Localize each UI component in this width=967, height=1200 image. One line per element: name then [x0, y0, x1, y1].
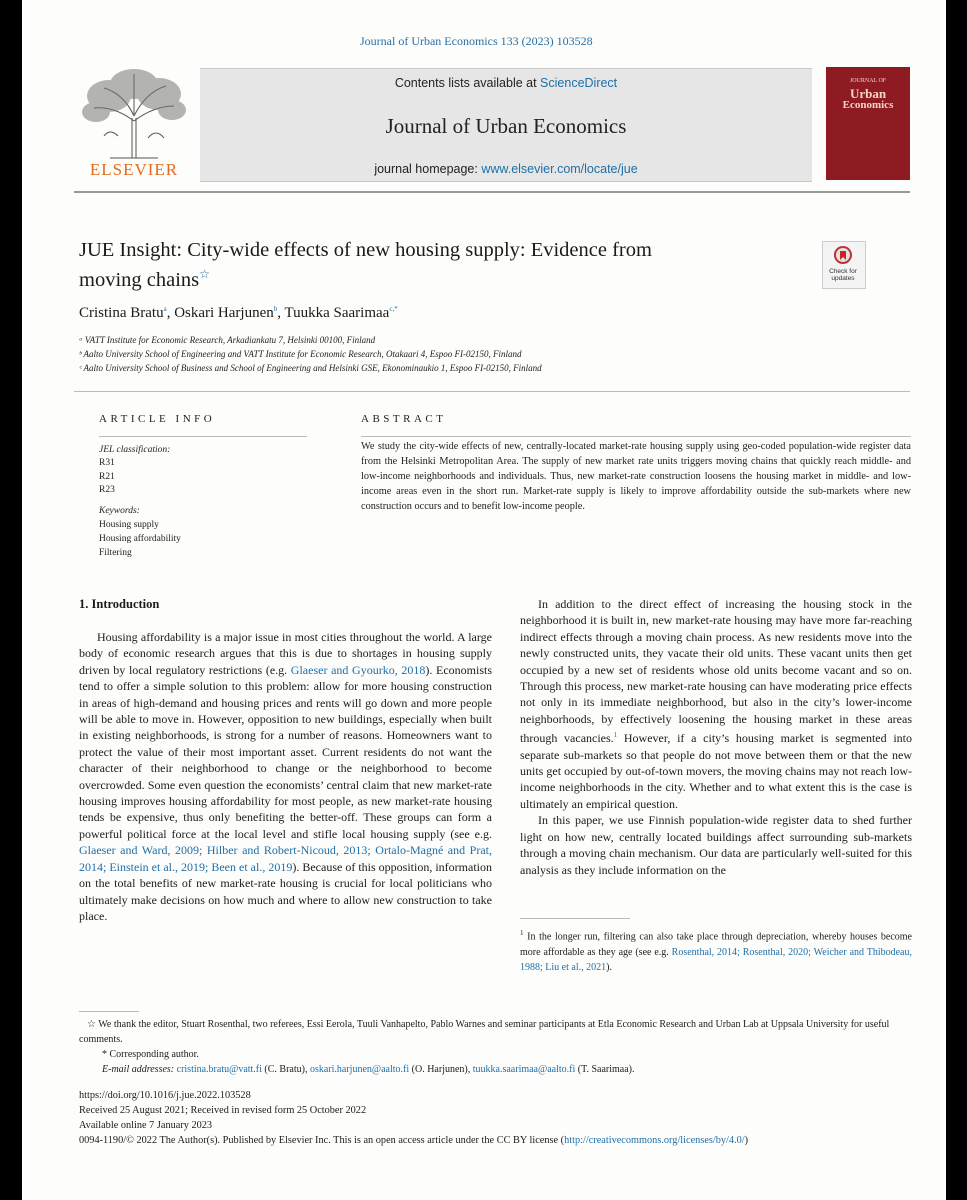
- email-link[interactable]: oskari.harjunen@aalto.fi: [309, 1064, 410, 1075]
- article-info-heading: ARTICLE INFO: [99, 413, 216, 425]
- check-updates-icon: [834, 246, 852, 266]
- email-link[interactable]: tuukka.saarimaa@aalto.fi: [472, 1064, 576, 1075]
- sciencedirect-link[interactable]: ScienceDirect: [540, 76, 618, 90]
- email-link[interactable]: cristina.bratu@vatt.fi: [176, 1064, 262, 1075]
- header-divider: [74, 191, 910, 193]
- intro-right-column: [520, 596, 912, 878]
- keyword: Housing supply: [99, 520, 159, 530]
- author-name: Cristina Bratu: [79, 305, 164, 321]
- jel-label: JEL classification:: [99, 445, 171, 455]
- affiliation-divider: [74, 391, 910, 392]
- affiliation: ᵃ VATT Institute for Economic Research, Arkadiankatu 7, Helsinki 00100, Finland: [79, 335, 376, 345]
- intro-paragraph-2: In addition to the direct effect of increasing the housing stock in the neighborhood it is built in, new market-rate housing may have more far-reaching indirect effects through a moving chain process. As new residents move into the newly constructed units, they vacate their old units. These vacant units then get occupied by a new set of residents whose old units become vacant and so on. Through this process, new market-rate housing can have moderating price effects not only in its immediate neighborhood, but also in the city’s lower-income neighborhoods, by effectively loosening the housing market in these areas through vacancies.$^1$ However, if a city’s housing market is segmented into separate sub-markets so that people do not move between them or that the new units get occupied by out-of-town movers, the moving chains may not reach low-income neighborhoods in the city. Whether and to what extent this is the case is ultimately an empirical question.: [520, 597, 912, 811]
- corresponding-author-note: * Corresponding author.: [102, 1049, 199, 1060]
- journal-title: Journal of Urban Economics: [385, 114, 627, 138]
- paper-page: [22, 0, 946, 1200]
- intro-paragraph-3: In this paper, we use Finnish population-wide register data to shed further light on how new, centrally located buildings affect surrounding sub-markets through a moving chain mechanism. Our data are particularly well-suited for this analysis as they include information on the: [520, 813, 912, 877]
- journal-reference[interactable]: Journal of Urban Economics 133 (2023) 103528: [360, 34, 593, 48]
- license-line: 0094-1190/© 2022 The Author(s). Published by Elsevier Inc. This is an open access article under the CC BY license (http://creativecommons.org/licenses/by/4.0/): [79, 1135, 749, 1146]
- received-dates: Received 25 August 2021; Received in revised form 25 October 2022: [79, 1105, 367, 1116]
- keyword: Housing affordability: [99, 534, 181, 544]
- acknowledgement-note: ☆ We thank the editor, Stuart Rosenthal, two referees, Essi Eerola, Tuuli Vanhapelto, Pablo Warnes and seminar participants at Etla Economic Research and Urban Lab at Uppsala University for useful comments.: [79, 1019, 890, 1045]
- footnote-rule: [520, 918, 630, 919]
- keywords-label: Keywords:: [99, 506, 140, 516]
- abstract-text: We study the city-wide effects of new, centrally-located market-rate housing supply using geo-coded population-wide register data from the Helsinki Metropolitan Area. The supply of new market rate units triggers moving chains that quickly reach middle- and low-income neighborhoods and individuals. Thus, new market-rate construction loosens the housing market in middle- and low-income areas even in the short run. Market-rate supply is likely to improve affordability outside the sub-markets where new construction occurs and to benefit low-income people.: [361, 441, 911, 513]
- footnote-ref[interactable]: 1: [613, 731, 618, 740]
- notes-rule: [79, 1011, 139, 1012]
- citation-link[interactable]: Glaeser and Ward, 2009; Hilber and Robert-Nicoud, 2013; Ortalo-Magné and Prat, 2014; Einstein et al., 2019; Been et al., 2019: [79, 843, 492, 874]
- email-addresses: E-mail addresses: cristina.bratu@vatt.fi (C. Bratu), oskari.harjunen@aalto.fi (O. Harjunen), tuukka.saarimaa@aalto.fi (T. Saarimaa).: [102, 1064, 635, 1075]
- abstract-heading: ABSTRACT: [361, 413, 447, 425]
- author-affiliation-mark[interactable]: b: [273, 305, 278, 313]
- author-affiliation-mark[interactable]: c,*: [389, 305, 398, 313]
- jel-code: R31: [99, 458, 115, 468]
- intro-paragraph-1: Housing affordability is a major issue in most cities throughout the world. A large body of economic research argues that this is due to shortages in housing supply driven by local regulatory restrictions (e.g. Glaeser and Gyourko, 2018). Economists tend to offer a simple solution to this problem: allow for more housing construction in areas of high-demand and housing prices and rents will go down and more people will be able to move in. However, opposition to new buildings, especially when built in existing neighborhoods, is strong for a number of reasons. Homeowners want to protect the value of their most important asset. Current residents do not want the character of their neighborhood to change or the neighborhood to become overcrowded. Some even question the economists’ central claim that new market-rate housing improves housing affordability for most people, as new market-rate housing tends be expensive, thus only benefiting the better-off. These groups can form a powerful political force at the local level and stifle local housing supply (see e.g. Glaeser and Ward, 2009; Hilber and Robert-Nicoud, 2013; Ortalo-Magné and Prat, 2014; Einstein et al., 2019; Been et al., 2019). Because of this opposition, information on the total benefits of new market-rate housing is crucial for local politicians who ultimately make decisions on how much and where to allow new construction to take place.: [79, 630, 493, 923]
- affiliation: ᵇ Aalto University School of Engineering and VATT Institute for Economic Research, Otakaari 4, Espoo FI-02150, Finland: [79, 349, 522, 359]
- author-affiliation-mark[interactable]: a: [163, 305, 167, 313]
- keyword: Filtering: [99, 548, 132, 558]
- author-list: Cristina Bratu$^a$, Oskari Harjunen$^b$, Tuukka Saarimaa$^{c,*}$: [79, 305, 398, 321]
- article-info-rule: [99, 436, 307, 437]
- doi-link[interactable]: https://doi.org/10.1016/j.jue.2022.103528: [79, 1090, 251, 1101]
- jel-code: R23: [99, 485, 115, 495]
- journal-cover-title: JOURNAL OF Urban Economics: [842, 78, 894, 111]
- contents-line: Contents lists available at ScienceDirect: [394, 76, 618, 90]
- elsevier-wordmark: ELSEVIER: [89, 160, 179, 179]
- affiliation: ᶜ Aalto University School of Business and School of Engineering and Helsinki GSE, Ekonominaukio 1, Espoo FI-02150, Finland: [79, 363, 542, 373]
- author-name: Tuukka Saarimaa: [284, 305, 390, 321]
- jel-code: R21: [99, 472, 115, 482]
- journal-homepage: journal homepage: www.elsevier.com/locate/jue: [374, 162, 638, 176]
- title-footnote-star[interactable]: ☆: [199, 267, 210, 281]
- article-title: JUE Insight: City-wide effects of new housing supply: Evidence from moving chains☆: [79, 239, 652, 291]
- online-date: Available online 7 January 2023: [79, 1120, 213, 1131]
- elsevier-tree-logo: [74, 66, 194, 162]
- citation-link[interactable]: Glaeser and Gyourko, 2018: [290, 662, 426, 677]
- author-name: Oskari Harjunen: [174, 305, 274, 321]
- citation-link[interactable]: Rosenthal, 2014; Rosenthal, 2020; Weicher and Thibodeau, 1988; Liu et al., 2021: [520, 946, 912, 974]
- homepage-link[interactable]: www.elsevier.com/locate/jue: [481, 162, 638, 176]
- footnote-1: $^1$ In the longer run, filtering can also take place through depreciation, whereby houses become more affordable as they age (see e.g. Rosenthal, 2014; Rosenthal, 2020; Weicher and Thibodeau, 1988; Liu et al., 2021).: [520, 929, 912, 974]
- section-heading-introduction: 1. Introduction: [79, 597, 160, 611]
- abstract-rule: [361, 436, 911, 437]
- license-link[interactable]: http://creativecommons.org/licenses/by/4.0/: [564, 1135, 745, 1146]
- check-updates-label: Check for updates: [829, 268, 857, 282]
